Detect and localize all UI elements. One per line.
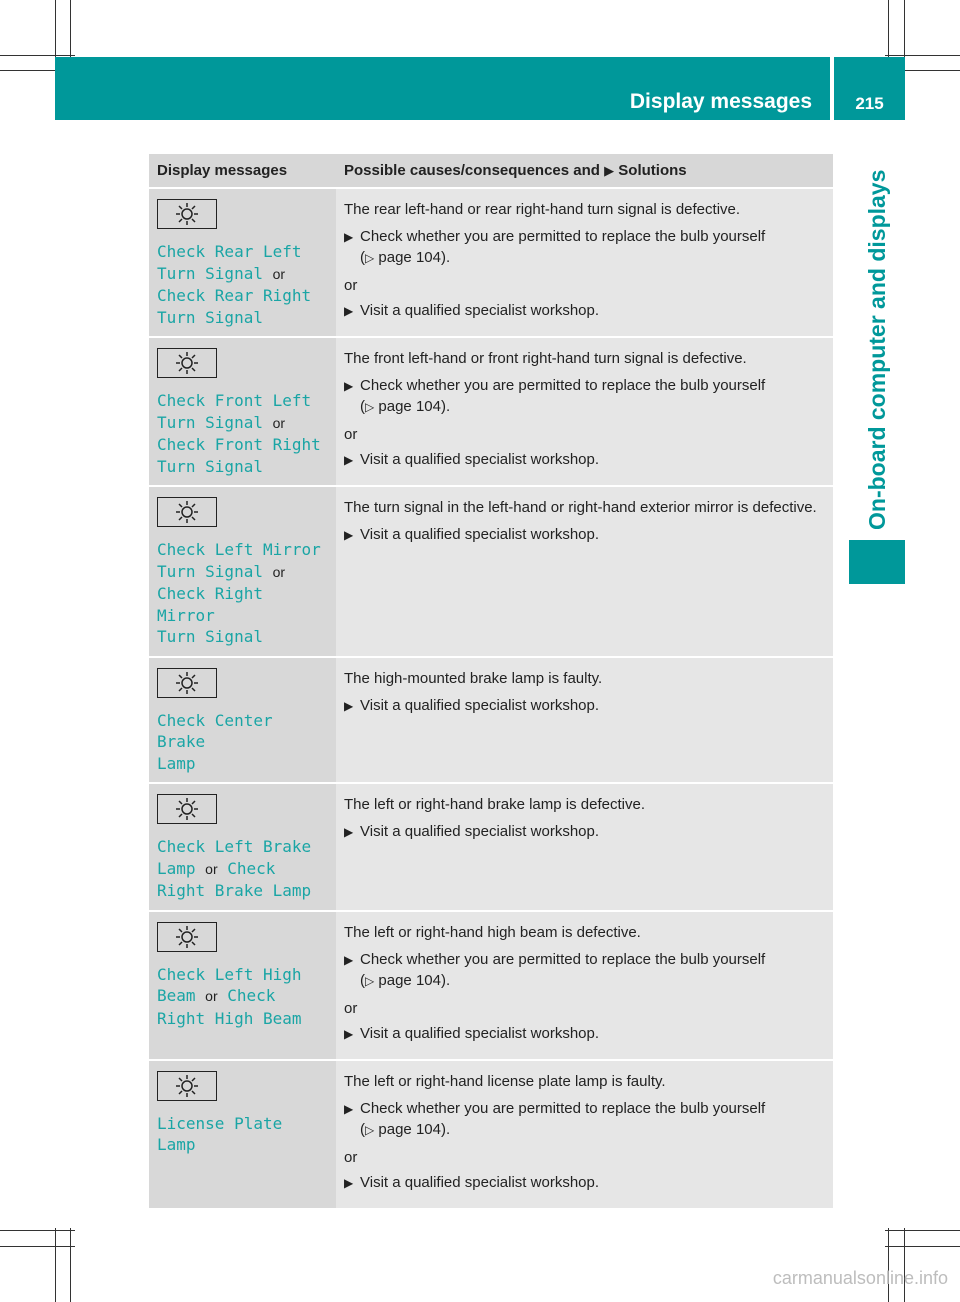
solution-cell — [336, 337, 833, 486]
bulb-warning-icon — [157, 1071, 217, 1101]
action-arrow-icon: ▶ — [604, 163, 615, 178]
action-arrow-icon: ▶ — [344, 379, 354, 393]
solution-step: ▶ Visit a qualified specialist workshop. — [344, 449, 823, 471]
solution-step: ▶ Check whether you are permitted to replace the bulb yourself (▷ page 104). — [344, 949, 823, 992]
solution-step: ▶ Visit a qualified specialist workshop. — [344, 300, 823, 322]
solution-cell — [336, 783, 833, 911]
solution-step: ▶ Visit a qualified specialist workshop. — [344, 695, 823, 717]
bulb-warning-icon — [157, 794, 217, 824]
watermark: carmanualsonline.info — [772, 1268, 948, 1288]
table-row — [149, 188, 833, 337]
bulb-warning-icon — [157, 497, 217, 527]
chapter-tab-marker — [849, 540, 905, 584]
display-message-cell — [149, 486, 336, 657]
display-message-cell — [149, 337, 336, 486]
solution-cell — [336, 911, 833, 1060]
crop-mark — [904, 1228, 905, 1302]
bulb-warning-icon — [157, 922, 217, 952]
display-message-text: Check Left Mirror Turn Signal or Check Right Mirror Turn Signal — [157, 540, 321, 646]
display-message-cell — [149, 911, 336, 1060]
cause-text: The left or right-hand brake lamp is defective. — [344, 796, 645, 813]
cause-text: The high-mounted brake lamp is faulty. — [344, 669, 603, 687]
page-reference-triangle-icon: ▷ — [365, 400, 375, 414]
table-row — [149, 337, 833, 486]
crop-mark — [0, 1230, 75, 1231]
cause-text: The front left-hand or front right-hand turn signal is defective. — [344, 350, 747, 367]
table-row — [149, 657, 833, 784]
or-connector: or — [344, 999, 358, 1017]
solution-step: ▶ Visit a qualified specialist workshop. — [344, 524, 823, 546]
action-arrow-icon: ▶ — [344, 1175, 354, 1190]
action-arrow-icon: ▶ — [344, 825, 354, 839]
cause-text: The rear left-hand or rear right-hand turn signal is defective. — [344, 201, 741, 218]
page-reference-triangle-icon: ▷ — [365, 251, 375, 265]
page-header — [55, 57, 905, 120]
action-arrow-icon: ▶ — [344, 528, 354, 542]
cause-text: The turn signal in the left-hand or right-hand exterior mirror is defective. — [344, 499, 817, 516]
display-message-text: Check Rear Left Turn Signal or Check Rear Right Turn Signal — [157, 242, 312, 327]
column-header-messages: Display messages — [149, 154, 336, 188]
or-connector: or — [344, 1148, 358, 1166]
solution-step: ▶ Check whether you are permitted to replace the bulb yourself (▷ page 104). — [344, 1098, 823, 1141]
cause-text: The left or right-hand high beam is defective. — [344, 923, 641, 941]
display-message-text: Check Left Brake Lamp or Check Right Brake Lamp — [157, 837, 312, 900]
crop-mark — [888, 1228, 889, 1302]
page-number: 215 — [855, 93, 884, 113]
table-row — [149, 783, 833, 911]
action-arrow-icon: ▶ — [344, 1101, 354, 1116]
display-message-text: Check Center Brake Lamp — [157, 710, 273, 773]
display-message-text: License Plate Lamp — [157, 1113, 283, 1154]
action-arrow-icon: ▶ — [344, 304, 354, 318]
solution-cell — [336, 657, 833, 784]
or-connector: or — [344, 426, 358, 443]
display-message-text: Check Left High Beam or Check Right High Beam — [157, 964, 302, 1028]
display-message-cell — [149, 1060, 336, 1208]
crop-mark — [70, 1228, 71, 1302]
crop-mark — [885, 1246, 960, 1247]
crop-mark — [0, 1246, 75, 1247]
bulb-warning-icon — [157, 348, 217, 378]
column-header-solutions: Possible causes/consequences and ▶ Solutions — [336, 154, 833, 188]
crop-mark — [885, 1230, 960, 1231]
action-arrow-icon: ▶ — [344, 952, 354, 967]
solution-step: ▶ Check whether you are permitted to replace the bulb yourself (▷ page 104). — [344, 375, 823, 418]
crop-mark — [885, 55, 960, 56]
display-message-cell — [149, 657, 336, 784]
bulb-warning-icon — [157, 199, 217, 229]
solution-cell — [336, 486, 833, 657]
action-arrow-icon: ▶ — [344, 698, 354, 713]
action-arrow-icon: ▶ — [344, 230, 354, 244]
action-arrow-icon: ▶ — [344, 1026, 354, 1041]
crop-mark — [55, 1228, 56, 1302]
solution-step: ▶ Visit a qualified specialist workshop. — [344, 821, 823, 843]
table-row — [149, 486, 833, 657]
solution-step: ▶ Check whether you are permitted to replace the bulb yourself (▷ page 104). — [344, 226, 823, 269]
crop-mark — [0, 55, 75, 56]
bulb-warning-icon — [157, 668, 217, 698]
or-connector: or — [344, 277, 358, 294]
action-arrow-icon: ▶ — [344, 453, 354, 467]
display-message-cell — [149, 783, 336, 911]
solution-step: ▶ Visit a qualified specialist workshop. — [344, 1023, 823, 1045]
solution-cell — [336, 1060, 833, 1208]
solution-cell — [336, 188, 833, 337]
display-message-text: Check Front Left Turn Signal or Check Front Right Turn Signal — [157, 391, 321, 476]
table-row — [149, 911, 833, 1060]
page-reference-triangle-icon: ▷ — [365, 1122, 375, 1137]
display-messages-table — [149, 154, 833, 1208]
page-reference-triangle-icon: ▷ — [365, 973, 375, 988]
table-row — [149, 1060, 833, 1208]
chapter-tab-label: On-board computer and displays — [864, 169, 890, 530]
cause-text: The left or right-hand license plate lamp is faulty. — [344, 1072, 666, 1090]
display-message-cell — [149, 188, 336, 337]
solution-step: ▶ Visit a qualified specialist workshop. — [344, 1172, 823, 1194]
page-title: Display messages — [629, 89, 812, 113]
